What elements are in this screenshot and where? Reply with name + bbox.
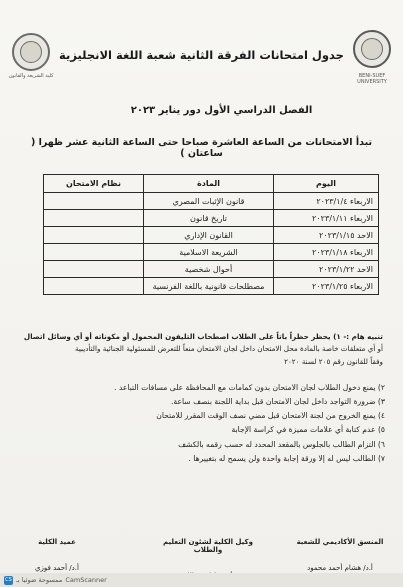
row-day: الاحد ٢٠٢٣/١/١٥ — [274, 227, 379, 244]
scanner-label: ممسوحة ضوئيا بـ — [16, 576, 63, 584]
header-day: اليوم — [274, 175, 379, 193]
university-logo-caption: BENI-SUEF UNIVERSITY — [357, 73, 387, 85]
row-subject: الشريعة الاسلامية — [144, 244, 274, 261]
rule-item: ٢) يمنع دخول الطلاب لجان الامتحان بدون كمامات مع المحافظة على مسافات التباعد . — [114, 383, 385, 392]
notice-line-1: تنبيه هام :- ١) يحظر حظراً باتاً على الطلاب اصطحاب التليفون المحمول أو مكوناته أو أي وسائل اتصال — [23, 332, 383, 341]
table-row — [44, 210, 379, 227]
signature-dean — [2, 538, 112, 572]
rule-item: ٧) الطالب ليس له إلا ورقة إجابة واحدة ولن يسمح له بتغييرها . — [188, 453, 385, 463]
scanner-footer — [0, 573, 403, 587]
camscanner-icon: CS — [5, 577, 12, 583]
row-day: الاربعاء ٢٠٢٣/١/١١ — [274, 210, 379, 227]
exam-time-note: تبدأ الامتحانات من الساعة العاشرة صباحا حتى الساعة الثانية عشر ظهرا ( ساعتان ) — [30, 137, 373, 159]
signature-role: وكيل الكلية لشئون التعليم والطلاب — [163, 538, 253, 554]
row-system — [44, 210, 144, 227]
signature-role: عميد الكلية — [38, 538, 76, 546]
row-system — [44, 227, 144, 244]
faculty-logo — [12, 33, 50, 71]
row-day: الاحد ٢٠٢٣/١/٢٢ — [274, 261, 379, 278]
row-day: الاربعاء ٢٠٢٣/١/٤ — [274, 193, 379, 210]
page-title: جدول امتحانات الفرقة الثانية شعبة اللغة الانجليزية — [59, 48, 344, 62]
university-logo — [353, 30, 391, 68]
row-system — [44, 193, 144, 210]
table-row — [44, 227, 379, 244]
row-system — [44, 261, 144, 278]
signature-coordinator — [285, 538, 395, 572]
row-day: الاربعاء ٢٠٢٣/١/١٨ — [274, 244, 379, 261]
notice-line-3: وفقاً للقانون رقم ٢٠٥ لسنة ٢٠٢٠ — [284, 356, 383, 366]
row-subject: أحوال شخصية — [144, 261, 274, 278]
important-notice — [14, 332, 383, 369]
header-subject: المادة — [144, 175, 274, 193]
signature-name: أ.د/ هشام أحمد محمود — [307, 564, 373, 572]
rule-item: ٣) ضرورة التواجد داخل لجان الامتحان قبل بداية اللجنة بنصف ساعة. — [170, 397, 385, 407]
table-row — [44, 278, 379, 295]
row-subject: قانون الإثبات المصري — [144, 193, 274, 210]
exam-schedule-table — [43, 174, 379, 295]
row-subject: القانون الإداري — [144, 227, 274, 244]
signature-name: أ.د/ أحمد فوزي — [35, 564, 79, 572]
rule-item: ٥) عدم كتابة أي علامات مميزة في كراسة الإجابة — [231, 425, 385, 435]
exam-rules-list — [20, 382, 385, 467]
row-subject: تاريخ قانون — [144, 210, 274, 227]
header-system: نظام الامتحان — [44, 175, 144, 193]
row-day: الاربعاء ٢٠٢٣/١/٢٥ — [274, 278, 379, 295]
table-row — [44, 261, 379, 278]
row-system — [44, 244, 144, 261]
row-subject: مصطلحات قانونية باللغة الفرنسية — [144, 278, 274, 295]
row-system — [44, 278, 144, 295]
signature-role: المنسق الأكاديمي للشعبة — [296, 538, 384, 546]
table-row — [44, 193, 379, 210]
table-header-row — [44, 175, 379, 193]
faculty-logo-caption: كلية الشريعة والقانون — [8, 73, 54, 79]
term-heading: الفصل الدراسي الأول دور يناير ٢٠٢٣ — [130, 105, 313, 116]
rule-item: ٤) يمنع الخروج من لجنة الامتحان قبل مضي نصف الوقت المقرر للامتحان — [156, 411, 385, 421]
notice-line-2: أو أي متعلقات خاصة بالمادة محل الامتحان داخل لجان الامتحان منعاً للتعرض للمسئولية الجنائية والتأديبية — [75, 344, 383, 354]
table-row — [44, 244, 379, 261]
rule-item: ٦) التزام الطالب بالجلوس بالمقعد المحدد له حسب رقمه بالكشف — [178, 439, 385, 449]
scanner-name: CamScanner — [65, 576, 107, 584]
